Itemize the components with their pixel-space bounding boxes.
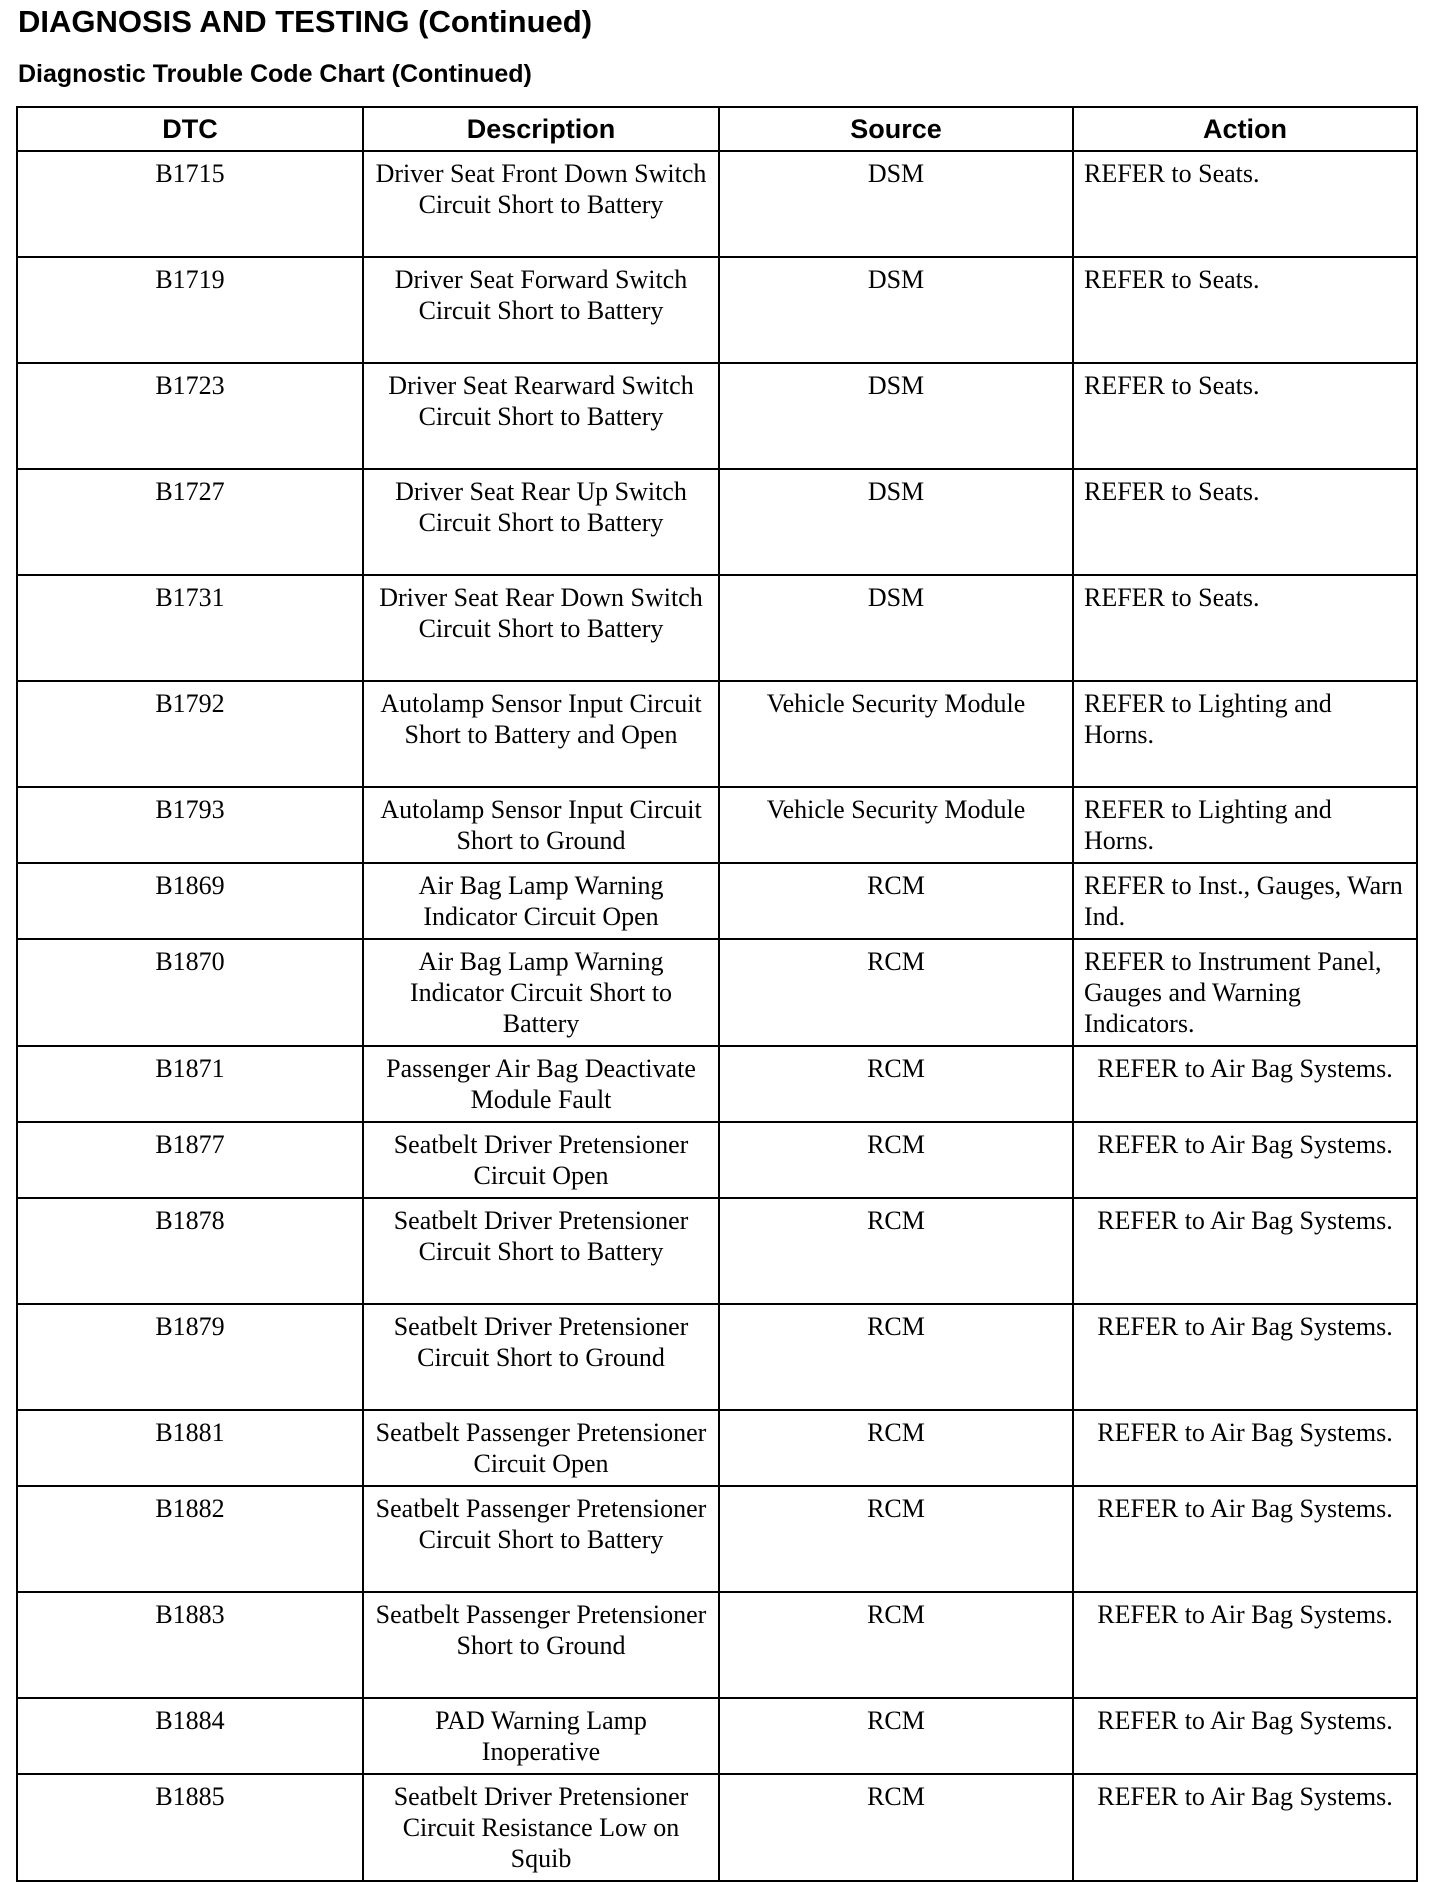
action-cell: REFER to Seats. [1073, 363, 1417, 469]
table-row [17, 1698, 1417, 1774]
action-cell: REFER to Air Bag Systems. [1073, 1592, 1417, 1698]
description-cell: Air Bag Lamp Warning Indicator Circuit Short to Battery [363, 939, 719, 1046]
table-row [17, 1198, 1417, 1304]
action-cell: REFER to Seats. [1073, 469, 1417, 575]
source-cell: DSM [719, 151, 1073, 257]
table-row [17, 257, 1417, 363]
description-cell: Autolamp Sensor Input Circuit Short to Battery and Open [363, 681, 719, 787]
action-cell: REFER to Air Bag Systems. [1073, 1122, 1417, 1198]
header-row [17, 107, 1417, 151]
dtc-code-cell: B1879 [17, 1304, 363, 1410]
source-cell: RCM [719, 1486, 1073, 1592]
action-cell: REFER to Instrument Panel, Gauges and Warning Indicators. [1073, 939, 1417, 1046]
source-cell: RCM [719, 1046, 1073, 1122]
action-cell: REFER to Seats. [1073, 151, 1417, 257]
description-cell: Driver Seat Rear Down Switch Circuit Short to Battery [363, 575, 719, 681]
dtc-code-cell: B1878 [17, 1198, 363, 1304]
description-cell: Seatbelt Driver Pretensioner Circuit Resistance Low on Squib [363, 1774, 719, 1881]
header-source: Source [719, 107, 1073, 151]
action-cell: REFER to Lighting and Horns. [1073, 787, 1417, 863]
table-row [17, 575, 1417, 681]
action-cell: REFER to Lighting and Horns. [1073, 681, 1417, 787]
section-title: Diagnostic Trouble Code Chart (Continued) [18, 60, 532, 88]
action-cell: REFER to Air Bag Systems. [1073, 1198, 1417, 1304]
source-cell: RCM [719, 1198, 1073, 1304]
source-cell: RCM [719, 939, 1073, 1046]
table-row [17, 1046, 1417, 1122]
dtc-code-cell: B1884 [17, 1698, 363, 1774]
action-cell: REFER to Air Bag Systems. [1073, 1486, 1417, 1592]
action-cell: REFER to Air Bag Systems. [1073, 1774, 1417, 1881]
table-row [17, 469, 1417, 575]
description-cell: Seatbelt Driver Pretensioner Circuit Short to Ground [363, 1304, 719, 1410]
source-cell: DSM [719, 257, 1073, 363]
action-cell: REFER to Air Bag Systems. [1073, 1410, 1417, 1486]
description-cell: Seatbelt Passenger Pretensioner Circuit Short to Battery [363, 1486, 719, 1592]
source-cell: RCM [719, 1592, 1073, 1698]
source-cell: RCM [719, 1410, 1073, 1486]
action-cell: REFER to Seats. [1073, 257, 1417, 363]
table-header [17, 107, 1417, 151]
dtc-code-cell: B1731 [17, 575, 363, 681]
source-cell: DSM [719, 575, 1073, 681]
table-row [17, 1122, 1417, 1198]
page-title: DIAGNOSIS AND TESTING (Continued) [18, 4, 593, 39]
dtc-code-cell: B1877 [17, 1122, 363, 1198]
source-cell: Vehicle Security Module [719, 681, 1073, 787]
source-cell: RCM [719, 1698, 1073, 1774]
action-cell: REFER to Seats. [1073, 575, 1417, 681]
dtc-code-cell: B1885 [17, 1774, 363, 1881]
table-row [17, 363, 1417, 469]
header-description: Description [363, 107, 719, 151]
description-cell: Driver Seat Front Down Switch Circuit Short to Battery [363, 151, 719, 257]
description-cell: Seatbelt Passenger Pretensioner Circuit Open [363, 1410, 719, 1486]
dtc-code-cell: B1792 [17, 681, 363, 787]
table-body [17, 151, 1417, 1881]
table-row [17, 939, 1417, 1046]
action-cell: REFER to Air Bag Systems. [1073, 1304, 1417, 1410]
source-cell: DSM [719, 363, 1073, 469]
dtc-code-cell: B1871 [17, 1046, 363, 1122]
description-cell: Driver Seat Rear Up Switch Circuit Short to Battery [363, 469, 719, 575]
source-cell: RCM [719, 1774, 1073, 1881]
source-cell: DSM [719, 469, 1073, 575]
dtc-code-cell: B1881 [17, 1410, 363, 1486]
table-row [17, 787, 1417, 863]
table-row [17, 1486, 1417, 1592]
dtc-code-cell: B1723 [17, 363, 363, 469]
source-cell: RCM [719, 863, 1073, 939]
description-cell: Seatbelt Driver Pretensioner Circuit Open [363, 1122, 719, 1198]
action-cell: REFER to Inst., Gauges, Warn Ind. [1073, 863, 1417, 939]
table-row [17, 151, 1417, 257]
description-cell: Driver Seat Forward Switch Circuit Short to Battery [363, 257, 719, 363]
action-cell: REFER to Air Bag Systems. [1073, 1698, 1417, 1774]
description-cell: Seatbelt Passenger Pretensioner Short to Ground [363, 1592, 719, 1698]
header-action: Action [1073, 107, 1417, 151]
source-cell: RCM [719, 1304, 1073, 1410]
dtc-code-cell: B1727 [17, 469, 363, 575]
table-row [17, 1410, 1417, 1486]
description-cell: PAD Warning Lamp Inoperative [363, 1698, 719, 1774]
table-row [17, 1592, 1417, 1698]
dtc-code-cell: B1715 [17, 151, 363, 257]
description-cell: Passenger Air Bag Deactivate Module Fault [363, 1046, 719, 1122]
dtc-chart-table [16, 106, 1418, 1882]
description-cell: Driver Seat Rearward Switch Circuit Short to Battery [363, 363, 719, 469]
description-cell: Air Bag Lamp Warning Indicator Circuit Open [363, 863, 719, 939]
dtc-code-cell: B1869 [17, 863, 363, 939]
description-cell: Autolamp Sensor Input Circuit Short to Ground [363, 787, 719, 863]
source-cell: RCM [719, 1122, 1073, 1198]
source-cell: Vehicle Security Module [719, 787, 1073, 863]
dtc-code-cell: B1793 [17, 787, 363, 863]
action-cell: REFER to Air Bag Systems. [1073, 1046, 1417, 1122]
dtc-code-cell: B1870 [17, 939, 363, 1046]
table-row [17, 1774, 1417, 1881]
table-row [17, 863, 1417, 939]
dtc-code-cell: B1882 [17, 1486, 363, 1592]
dtc-code-cell: B1719 [17, 257, 363, 363]
table-row [17, 681, 1417, 787]
header-dtc: DTC [17, 107, 363, 151]
dtc-code-cell: B1883 [17, 1592, 363, 1698]
table-row [17, 1304, 1417, 1410]
description-cell: Seatbelt Driver Pretensioner Circuit Short to Battery [363, 1198, 719, 1304]
